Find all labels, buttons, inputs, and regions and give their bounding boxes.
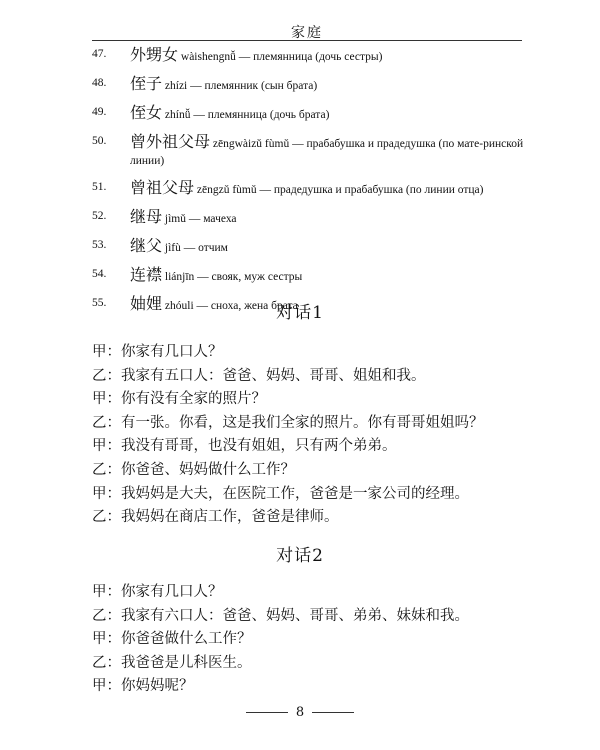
vocab-gloss: — племянница (дочь брата)	[190, 109, 330, 121]
dialog-line: 乙：我家有六口人：爸爸、妈妈、哥哥、弟弟、妹妹和我。	[92, 607, 469, 624]
vocab-hanzi: 继母	[130, 207, 163, 226]
vocab-item	[92, 104, 532, 124]
dialog-line: 甲：你爸爸做什么工作？	[92, 631, 252, 648]
dialog-line: 甲：你家有几口人？	[92, 344, 223, 360]
vocab-gloss: — племянник (сын брата)	[187, 80, 318, 92]
vocab-number: 52.	[92, 210, 107, 222]
vocab-number: 54.	[92, 268, 107, 280]
dialog-1	[92, 343, 532, 532]
vocab-hanzi: 侄子	[130, 74, 163, 93]
footer-rule	[312, 712, 354, 713]
vocab-hanzi: 外甥女	[130, 45, 179, 64]
dialog-2	[92, 583, 532, 701]
vocab-pinyin: jìfù	[164, 242, 181, 254]
vocab-item	[92, 237, 532, 257]
vocab-item	[92, 133, 532, 170]
vocab-number: 55.	[92, 297, 107, 309]
dialog-1-title: 对话1	[276, 303, 324, 323]
dialog-line: 甲：你有没有全家的照片？	[92, 391, 266, 408]
dialog-line: 乙：你爸爸、妈妈做什么工作？	[92, 461, 295, 478]
vocab-number: 48.	[92, 77, 107, 89]
footer-rule	[246, 712, 288, 713]
running-header: 家庭	[291, 25, 323, 41]
vocab-gloss: — племянница (дочь сестры)	[235, 51, 383, 63]
page-footer	[0, 705, 600, 720]
vocab-hanzi: 连襟	[130, 265, 163, 284]
vocab-hanzi: 继父	[130, 236, 163, 255]
vocab-pinyin: zhóuli	[164, 300, 194, 312]
dialog-line: 甲：你妈妈呢？	[92, 678, 194, 695]
dialog-line: 甲：你家有几口人？	[92, 584, 223, 600]
vocab-pinyin: zēngzǔ fùmǔ	[196, 184, 257, 196]
page-number: 8	[295, 705, 305, 720]
header-rule	[92, 40, 522, 41]
vocab-gloss: — прабабушка и прадедушка (по мате-ринской линии)	[130, 138, 524, 167]
vocabulary-list	[92, 46, 532, 324]
vocab-item	[92, 266, 532, 286]
vocab-hanzi: 曾外祖父母	[130, 132, 211, 151]
vocab-item	[92, 75, 532, 95]
vocab-pinyin: jìmǔ	[164, 213, 186, 225]
vocab-gloss: — сноха, жена брата	[193, 300, 298, 312]
vocab-number: 49.	[92, 106, 107, 118]
dialog-line: 乙：我爸爸是儿科医生。	[92, 654, 252, 671]
vocab-gloss: — мачеха	[185, 213, 237, 225]
dialog-2-title: 对话2	[276, 546, 324, 566]
vocab-gloss: — отчим	[180, 242, 228, 254]
dialog-line: 乙：我家有五口人：爸爸、妈妈、哥哥、姐姐和我。	[92, 367, 426, 384]
dialog-line: 乙：有一张。你看，这是我们全家的照片。你有哥哥姐姐吗？	[92, 414, 484, 431]
vocab-item	[92, 46, 532, 66]
vocab-pinyin: wàishengnǚ	[180, 51, 236, 63]
vocab-number: 51.	[92, 181, 107, 193]
dialog-line: 乙：我妈妈在商店工作，爸爸是律师。	[92, 509, 339, 526]
vocab-hanzi: 妯娌	[130, 294, 163, 313]
vocab-pinyin: zhínǚ	[164, 109, 191, 121]
vocab-gloss: — прадедушка и прабабушка (по линии отца)	[256, 184, 484, 196]
dialog-line: 甲：我妈妈是大夫，在医院工作，爸爸是一家公司的经理。	[92, 485, 469, 502]
vocab-number: 47.	[92, 48, 107, 60]
vocab-number: 50.	[92, 135, 107, 147]
dialog-line: 甲：我没有哥哥，也没有姐姐，只有两个弟弟。	[92, 438, 397, 455]
vocab-number: 53.	[92, 239, 107, 251]
vocab-gloss: — свояк, муж сестры	[194, 271, 303, 283]
vocab-pinyin: liánjīn	[164, 271, 195, 283]
vocab-hanzi: 曾祖父母	[130, 178, 195, 197]
vocab-pinyin: zhízi	[164, 80, 188, 92]
vocab-item	[92, 179, 532, 199]
vocab-pinyin: zēngwàizǔ fùmǔ	[212, 138, 290, 150]
vocab-hanzi: 侄女	[130, 103, 163, 122]
vocab-item	[92, 208, 532, 228]
